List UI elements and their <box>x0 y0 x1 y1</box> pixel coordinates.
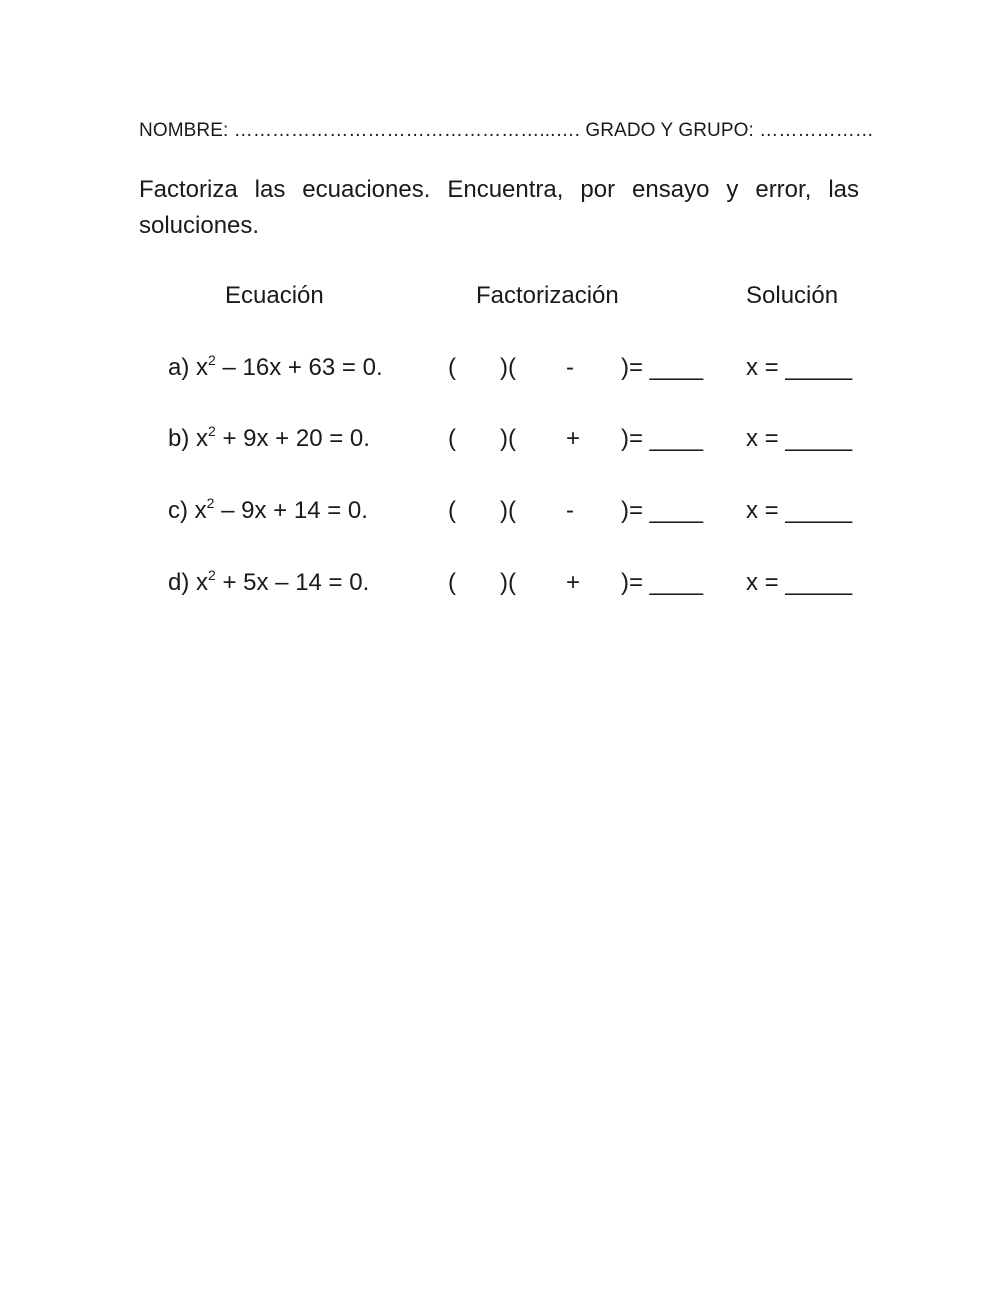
exercise-row-c <box>0 497 1000 533</box>
equation-terms: + 9x + 20 = 0. <box>215 425 370 452</box>
factor-open-paren: ( <box>448 354 456 381</box>
exponent: 2 <box>208 567 216 583</box>
column-header-solution: Solución <box>746 282 839 309</box>
solution-blank: x = _____ <box>746 569 853 596</box>
exercise-row-b <box>0 425 1000 461</box>
equation <box>168 354 383 382</box>
column-header-equation: Ecuación <box>225 282 324 309</box>
exercise-letter: c) <box>168 497 188 524</box>
factor-result-blank: )= ____ <box>621 425 704 452</box>
variable: x <box>196 354 209 381</box>
factor-open-paren: ( <box>448 425 456 452</box>
solution-blank: x = _____ <box>746 354 853 381</box>
exponent: 2 <box>208 423 216 439</box>
factor-result-blank: )= ____ <box>621 354 704 381</box>
factor-open-paren: ( <box>448 497 456 524</box>
factor-middle-parens: )( <box>500 497 516 524</box>
variable: x <box>194 497 207 524</box>
exponent: 2 <box>208 352 216 368</box>
instructions-text: Factoriza las ecuaciones. Encuentra, por ensayo y error, las soluciones. <box>139 176 859 239</box>
solution-blank: x = _____ <box>746 425 853 452</box>
exercise-letter: d) <box>168 569 190 596</box>
variable: x <box>196 425 209 452</box>
student-info-line: NOMBRE: …………………………………………...…. GRADO Y GRUPO: ……………… <box>139 120 874 141</box>
factor-result-blank: )= ____ <box>621 497 704 524</box>
factor-operator: - <box>566 354 574 381</box>
solution-blank: x = _____ <box>746 497 853 524</box>
factor-operator: - <box>566 497 574 524</box>
factor-middle-parens: )( <box>500 569 516 596</box>
column-header-factorization: Factorización <box>476 282 619 309</box>
exercise-row-d <box>0 569 1000 605</box>
equation <box>168 569 369 597</box>
equation-terms: + 5x – 14 = 0. <box>215 569 370 596</box>
exercise-letter: b) <box>168 425 190 452</box>
variable: x <box>196 569 209 596</box>
equation <box>168 425 370 453</box>
equation-terms: – 16x + 63 = 0. <box>215 354 383 381</box>
factor-result-blank: )= ____ <box>621 569 704 596</box>
factor-open-paren: ( <box>448 569 456 596</box>
exercise-letter: a) <box>168 354 190 381</box>
exponent: 2 <box>206 495 215 511</box>
factor-operator: + <box>566 569 581 596</box>
factor-operator: + <box>566 425 581 452</box>
equation <box>168 497 368 525</box>
factor-middle-parens: )( <box>500 425 516 452</box>
exercise-row-a <box>0 354 1000 390</box>
factor-middle-parens: )( <box>500 354 516 381</box>
equation-terms: – 9x + 14 = 0. <box>214 497 368 524</box>
